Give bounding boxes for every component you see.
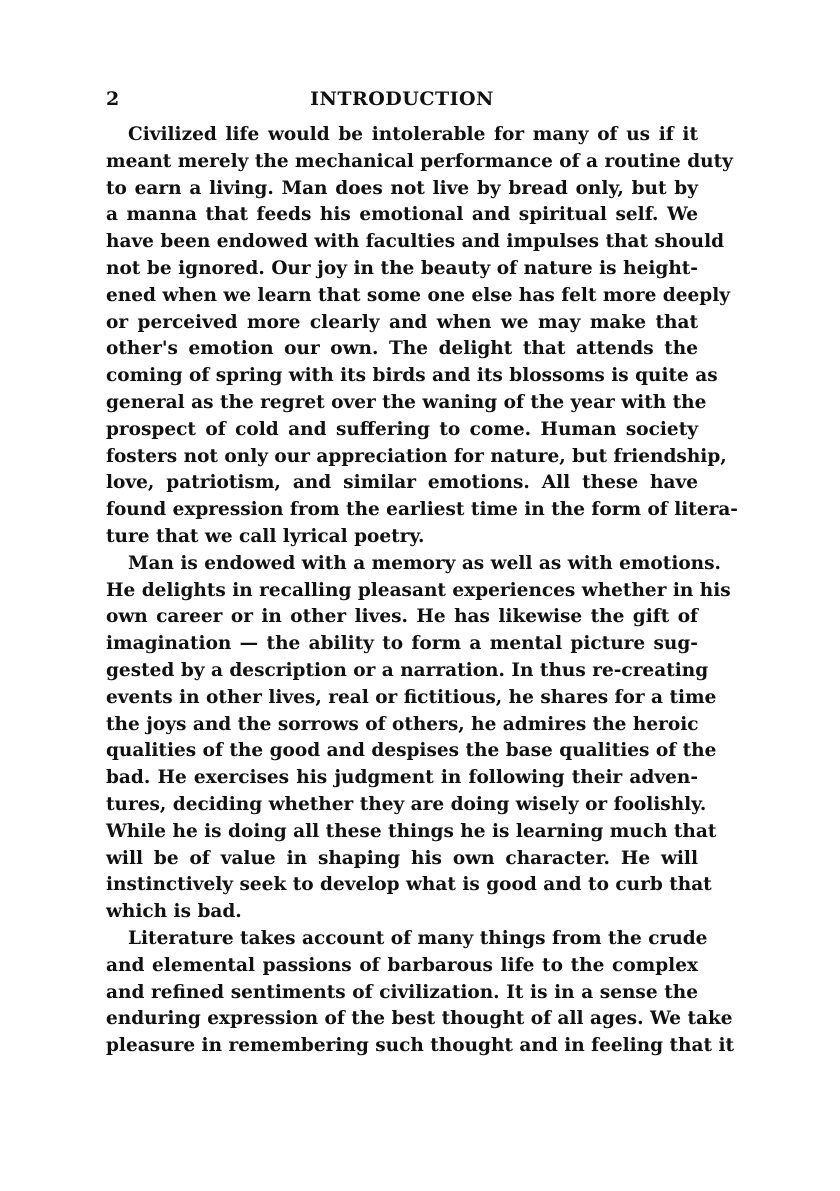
text-line: enduring expression of the best thought of all ages. We take (106, 1008, 733, 1030)
text-line: to earn a living. Man does not live by bread only, but by (106, 177, 698, 199)
text-line: Man is endowed with a memory as well as with emotions. (128, 552, 721, 574)
text-line: prospect of cold and suffering to come. Human society (106, 418, 698, 440)
text-line: He delights in recalling pleasant experiences whether in his (106, 579, 731, 601)
paragraph-2 (106, 551, 731, 926)
text-line: and refined sentiments of civilization. It is in a sense the (106, 981, 698, 1003)
text-line: events in other lives, real or fictitious, he shares for a time (106, 686, 717, 708)
text-line: have been endowed with faculties and impulses that should (106, 231, 725, 253)
paragraph-1 (106, 122, 738, 551)
text-line: qualities of the good and despises the base qualities of the (106, 740, 717, 762)
text-line: fosters not only our appreciation for nature, but friendship, (106, 445, 727, 467)
text-line: the joys and the sorrows of others, he admires the heroic (106, 713, 699, 735)
text-line: coming of spring with its birds and its blossoms is quite as (106, 365, 718, 387)
book-page (106, 88, 738, 1060)
text-line: ture that we call lyrical poetry. (106, 525, 425, 547)
text-line: a manna that feeds his emotional and spiritual self. We (106, 204, 698, 226)
text-line: which is bad. (106, 901, 242, 923)
paragraph-3 (106, 926, 735, 1060)
text-line: instinctively seek to develop what is good and to curb that (106, 874, 712, 896)
text-line: imagination — the ability to form a mental picture sug- (106, 633, 698, 655)
text-line: own career or in other lives. He has likewise the gift of (106, 606, 698, 628)
text-line: general as the regret over the waning of the year with the (106, 391, 707, 413)
running-head (106, 88, 698, 122)
text-line: love, patriotism, and similar emotions. All these have (106, 472, 698, 494)
text-line: Civilized life would be intolerable for many of us if it (128, 124, 698, 145)
text-line: tures, deciding whether they are doing wisely or foolishly. (106, 793, 707, 815)
page-number: 2 (106, 88, 120, 110)
text-line: gested by a description or a narration. In thus re-creating (106, 659, 709, 681)
text-line: will be of value in shaping his own character. He will (106, 847, 698, 869)
text-line: not be ignored. Our joy in the beauty of nature is height- (106, 257, 698, 279)
text-line: meant merely the mechanical performance of a routine duty (106, 150, 733, 172)
text-line: or perceived more clearly and when we may make that (106, 311, 698, 333)
text-line: found expression from the earliest time in the form of litera- (106, 499, 738, 521)
text-line: ened when we learn that some one else has felt more deeply (106, 284, 730, 306)
text-line: other's emotion our own. The delight that attends the (106, 338, 698, 360)
text-line: While he is doing all these things he is learning much that (106, 820, 717, 842)
text-line: and elemental passions of barbarous life to the complex (106, 954, 698, 976)
running-head-title: INTRODUCTION (310, 88, 494, 110)
text-line: Literature takes account of many things from the crude (128, 927, 708, 949)
text-line: bad. He exercises his judgment in following their adven- (106, 767, 698, 789)
text-line: pleasure in remembering such thought and in feeling that it (106, 1035, 735, 1057)
